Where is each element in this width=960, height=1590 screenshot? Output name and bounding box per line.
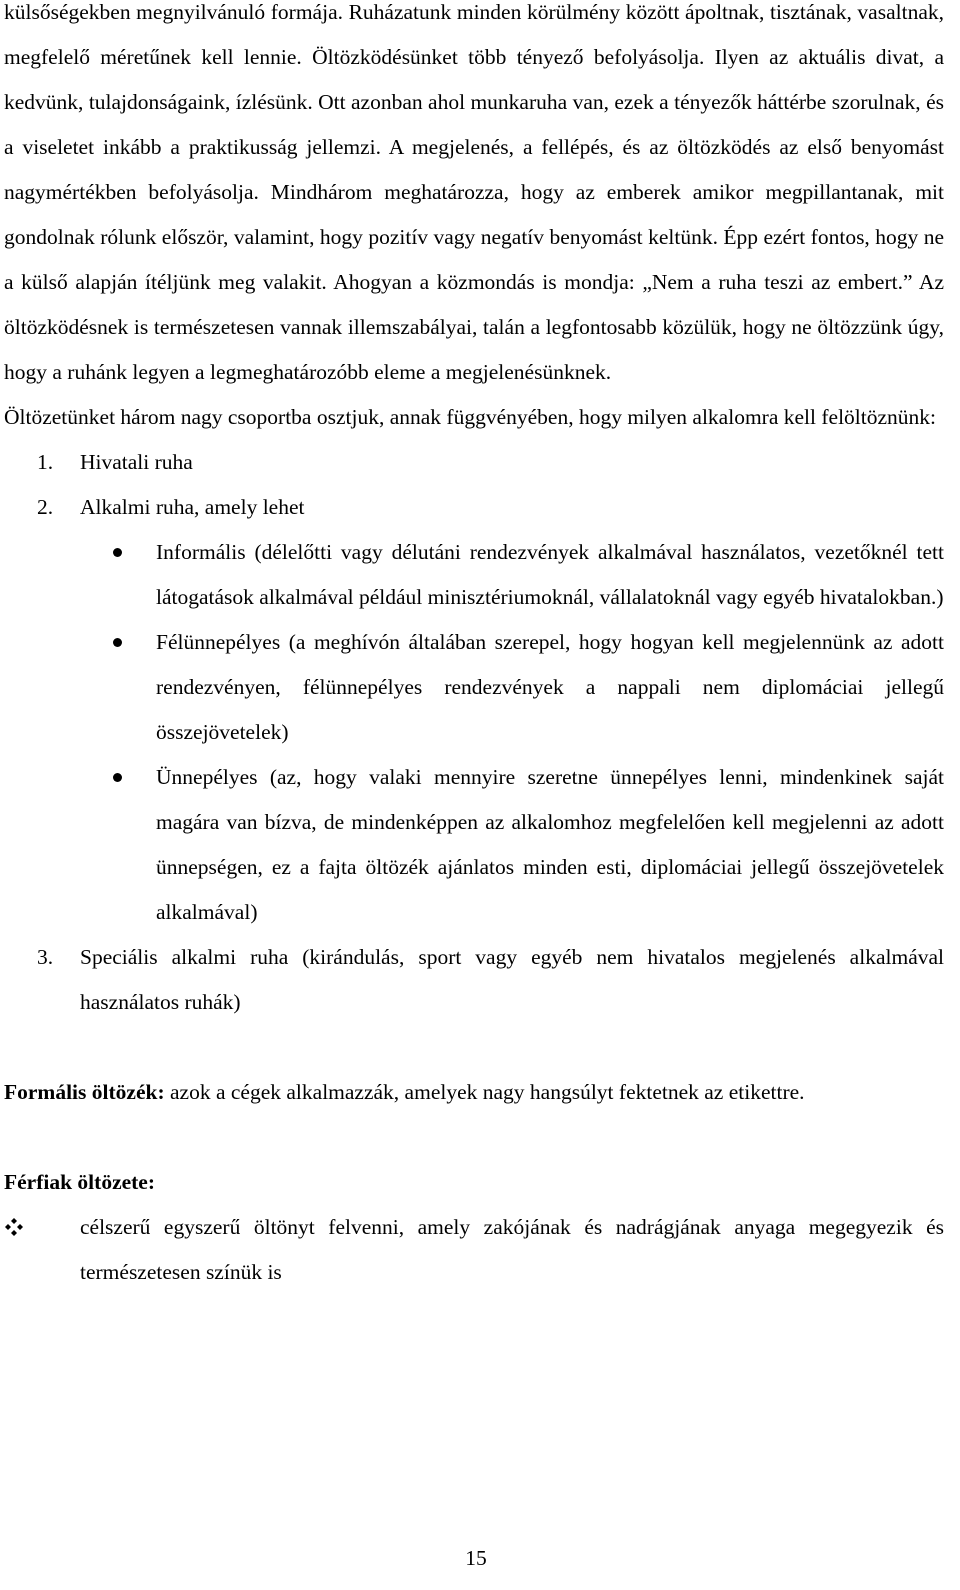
list-item-text: Félünnepélyes (a meghívón általában szerepel, hogy hogyan kell megjelennünk az adott rendezvényen, félünnepélyes rendezvények a nappali nem diplomáciai jellegű összejövetelek) <box>156 630 944 744</box>
list-number: 1. <box>37 450 54 474</box>
clothing-groups-paragraph: Öltözetünket három nagy csoportba osztjuk, annak függvényében, hogy milyen alkalomra kell felöltöznünk: <box>4 405 937 429</box>
list-number: 3. <box>37 945 54 969</box>
clothing-groups-list <box>4 440 944 530</box>
list-item-text: Hivatali ruha <box>80 450 193 474</box>
document-page <box>4 0 944 1295</box>
occasion-bullet-list <box>80 530 944 935</box>
list-item <box>4 485 944 530</box>
formal-attire-label: Formális öltözék: <box>4 1080 165 1104</box>
clothing-groups-list-continued <box>4 935 944 1025</box>
men-attire-list <box>4 1205 944 1295</box>
list-item <box>80 530 944 620</box>
diamond-bullet-icon <box>4 1217 24 1237</box>
intro-paragraph: külsőségekben megnyilvánuló formája. Ruházatunk minden körülmény között ápoltnak, tisztának, vasaltnak, megfelelő méretűnek kell lennie. Öltözködésünket több tényező befolyásolja. Ilyen az aktuális divat, a kedvünk, tulajdonságaink, ízlésünk. Ott azonban ahol munkaruha van, ezek a tényezők háttérbe szorulnak, és a viseletet inkább a praktikusság jellemzi. A megjelenés, a fellépés, és az öltözködés az első benyomást nagymértékben befolyásolja. Mindhárom meghatározza, hogy az emberek amikor megpillantanak, mit gondolnak rólunk először, valamint, hogy pozitív vagy negatív benyomást keltünk. Épp ezért fontos, hogy ne a külső alapján ítéljünk meg valakit. Ahogyan a közmondás is mondja: „Nem a ruha teszi az embert.” Az öltözködésnek is természetesen vannak illemszabályai, talán a legfontosabb közülük, hogy ne öltözzünk úgy, hogy a ruhánk legyen a legmeghatározóbb eleme a megjelenésünknek. <box>4 0 944 384</box>
page-number: 15 <box>465 1546 487 1570</box>
list-item <box>4 1205 944 1295</box>
list-item-text: Ünnepélyes (az, hogy valaki mennyire szeretne ünnepélyes lenni, mindenkinek saját magára van bízva, de mindenképpen az alkalomhoz megfelelően kell megjelenni az adott ünnepségen, ez a fajta öltözék ajánlatos minden esti, diplomáciai jellegű összejövetelek alkalmával) <box>156 765 944 924</box>
list-item-text: Informális (délelőtti vagy délutáni rendezvények alkalmával használatos, vezetőknél tett látogatások alkalmával például minisztériumoknál, vállalatoknál vagy egyéb hivatalokban.) <box>156 540 944 609</box>
list-item <box>80 620 944 755</box>
bullet-icon <box>113 548 122 557</box>
bullet-icon <box>113 773 122 782</box>
list-item <box>4 440 944 485</box>
list-item-text: Alkalmi ruha, amely lehet <box>80 495 305 519</box>
list-item <box>4 935 944 1025</box>
list-item-text: célszerű egyszerű öltönyt felvenni, amely zakójának és nadrágjának anyaga megegyezik és természetesen színük is <box>80 1215 944 1284</box>
formal-attire-paragraph <box>4 1070 944 1115</box>
list-item-text: Speciális alkalmi ruha (kirándulás, sport vagy egyéb nem hivatalos megjelenés alkalmával használatos ruhák) <box>80 945 944 1014</box>
bullet-icon <box>113 638 122 647</box>
list-item <box>80 755 944 935</box>
formal-attire-text: azok a cégek alkalmazzák, amelyek nagy hangsúlyt fektetnek az etikettre. <box>164 1080 805 1104</box>
men-attire-heading: Férfiak öltözete: <box>4 1170 156 1194</box>
list-number: 2. <box>37 495 54 519</box>
